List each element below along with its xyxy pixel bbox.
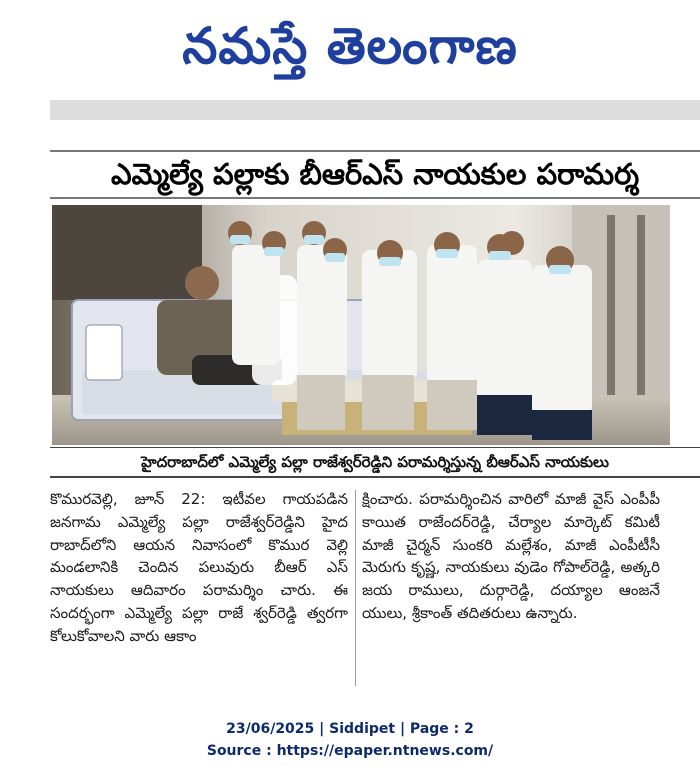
- footer: [0, 718, 700, 762]
- footer-source: Source : https://epaper.ntnews.com/: [206, 743, 494, 759]
- header-band: [50, 100, 700, 120]
- newspaper-logo: నమస్తే తెలంగాణ: [182, 17, 518, 75]
- headline-area: [50, 137, 700, 199]
- article-column-left: కొమురవెల్లి, జూన్ 22: ఇటీవల గాయపడిన జనగామ ఎమ్మెల్యే పల్లా రాజేశ్వర్‌రెడ్డిని హైద రాబాద్‌లోని ఆయన నివాసంలో కొముర వెల్లి మండలానికి చెందిన పలువురు బీఆర్ ఎస్ నాయకులు ఆదివారం పరామర్శిం చారు. ఈ సందర్భంగా ఎమ్మెల్యే పల్లా రాజే శ్వర్‌రెడ్డి త్వరగా కోలుకోవాలని వారు ఆకాం: [50, 490, 348, 645]
- headline-rule-top: [50, 150, 700, 152]
- article-column-right: క్షించారు. పరామర్శించిన వారిలో మాజీ వైస్ ఎంపీపీ కాయిత రాజేందర్‌రెడ్డి, చేర్యాల మార్కెట్ కమిటీ మాజీ చైర్మన్ సుంకరి మల్లేశం, మాజీ ఎంపీటీసీ మెరుగు కృష్ణ, నాయకులు వుడెం గోపాల్‌రెడ్డి, అత్కరి జయ రాములు, దుర్గారెడ్డి, దయ్యాల ఆంజనే యులు, శ్రీకాంత్ తదితరులు ఉన్నారు.: [362, 490, 660, 622]
- photo-caption: [50, 447, 700, 478]
- photo-caption-text: హైదరాబాద్‌లో ఎమ్మెల్యే పల్లా రాజేశ్వర్‌రెడ్డిని పరామర్శిస్తున్న బీఆర్ఎస్ నాయకులు: [141, 453, 609, 471]
- news-photo: [52, 205, 670, 445]
- headline-rule-bottom: [50, 197, 700, 199]
- headline: ఎమ్మెల్యే పల్లాకు బీఆర్ఎస్ నాయకుల పరామర్శ: [110, 157, 640, 191]
- footer-date-page: 23/06/2025 | Siddipet | Page : 2: [226, 721, 474, 737]
- masthead: [0, 0, 700, 92]
- column-divider: [355, 490, 356, 686]
